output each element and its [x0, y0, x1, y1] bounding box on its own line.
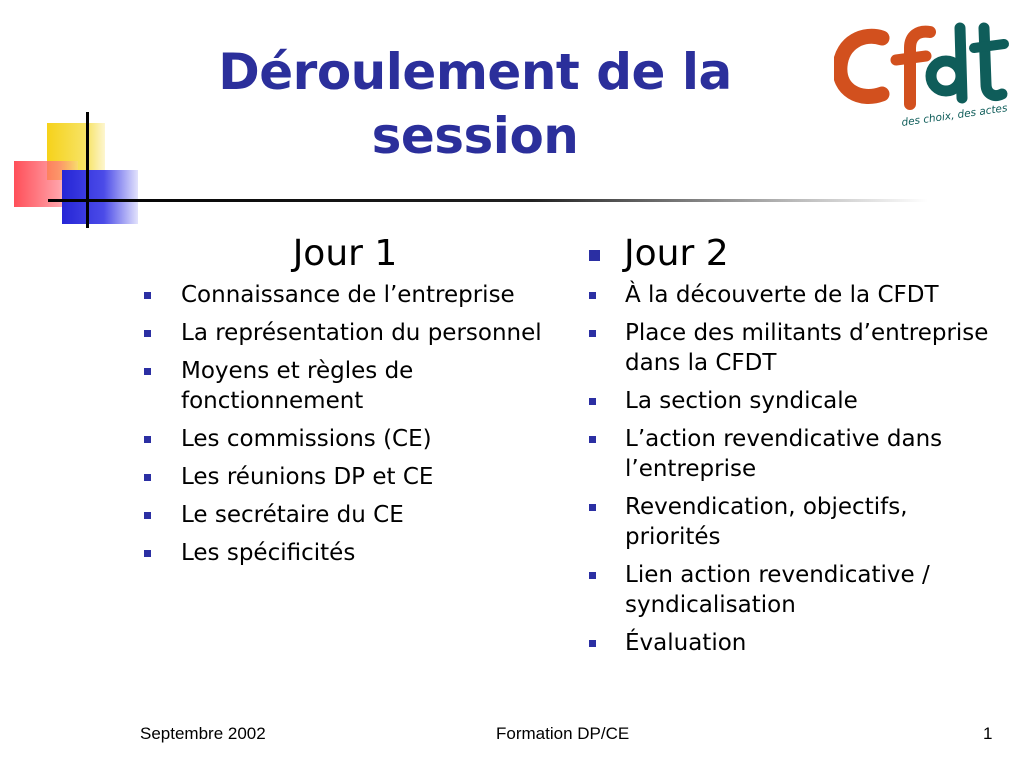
- list-item: [586, 492, 1006, 552]
- list-item-text: Moyens et règles de fonctionnement: [181, 358, 414, 414]
- bullet-icon: [589, 436, 596, 443]
- day-2-heading: [586, 232, 1006, 276]
- title-line-2: session: [371, 107, 579, 165]
- list-item-text: Les réunions DP et CE: [181, 464, 434, 490]
- list-item-text: L’action revendicative dans l’entreprise: [625, 426, 943, 482]
- list-item-text: Connaissance de l’entreprise: [181, 282, 515, 308]
- list-item: [586, 386, 1006, 416]
- bullet-icon: [144, 330, 151, 337]
- day-2-column: [586, 232, 1006, 666]
- day-1-heading: Jour 1: [292, 233, 398, 274]
- bullet-icon: [144, 368, 151, 375]
- list-item-text: La représentation du personnel: [181, 320, 542, 346]
- day-1-list: [130, 280, 560, 568]
- slide-title: [150, 40, 800, 168]
- list-item-text: Le secrétaire du CE: [181, 502, 404, 528]
- slide-number: 1: [983, 724, 993, 743]
- bullet-icon: [144, 292, 151, 299]
- list-item: [586, 424, 1006, 484]
- day-2-list: [586, 280, 1006, 658]
- decorative-vertical-line: [86, 112, 89, 228]
- list-item-text: À la découverte de la CFDT: [625, 282, 939, 308]
- list-item: [586, 318, 1006, 378]
- title-divider-line: [48, 199, 928, 202]
- day-1-column: [130, 232, 560, 576]
- cfdt-logo: [834, 14, 1010, 132]
- bullet-icon: [589, 640, 596, 647]
- list-item: [130, 318, 560, 348]
- decorative-blue-square: [62, 170, 138, 224]
- list-item: [130, 500, 560, 530]
- list-item-text: Les commissions (CE): [181, 426, 432, 452]
- bullet-icon: [144, 436, 151, 443]
- bullet-icon: [589, 572, 596, 579]
- list-item: [586, 280, 1006, 310]
- bullet-icon: [589, 504, 596, 511]
- bullet-icon: [144, 474, 151, 481]
- list-item: [586, 560, 1006, 620]
- bullet-icon: [144, 550, 151, 557]
- list-item: [130, 280, 560, 310]
- bullet-icon: [589, 292, 596, 299]
- list-item: [130, 424, 560, 454]
- bullet-icon: [589, 250, 600, 261]
- logo-tagline: des choix, des actes: [900, 102, 1009, 129]
- list-item-text: Les spécificités: [181, 540, 356, 566]
- list-item-text: Place des militants d’entreprise dans la CFDT: [625, 320, 989, 376]
- bullet-icon: [144, 512, 151, 519]
- list-item-text: Lien action revendicative / syndicalisation: [625, 562, 930, 618]
- day-2-heading-text: Jour 2: [624, 233, 729, 274]
- list-item: [130, 356, 560, 416]
- list-item: [586, 628, 1006, 658]
- list-item-text: Évaluation: [625, 630, 747, 656]
- list-item-text: Revendication, objectifs, priorités: [625, 494, 908, 550]
- list-item: [130, 462, 560, 492]
- bullet-icon: [589, 330, 596, 337]
- list-item-text: La section syndicale: [625, 388, 858, 414]
- title-line-1: Déroulement de la: [218, 43, 732, 101]
- bullet-icon: [589, 398, 596, 405]
- footer-date: Septembre 2002: [140, 724, 266, 743]
- list-item: [130, 538, 560, 568]
- footer-title: Formation DP/CE: [496, 724, 630, 743]
